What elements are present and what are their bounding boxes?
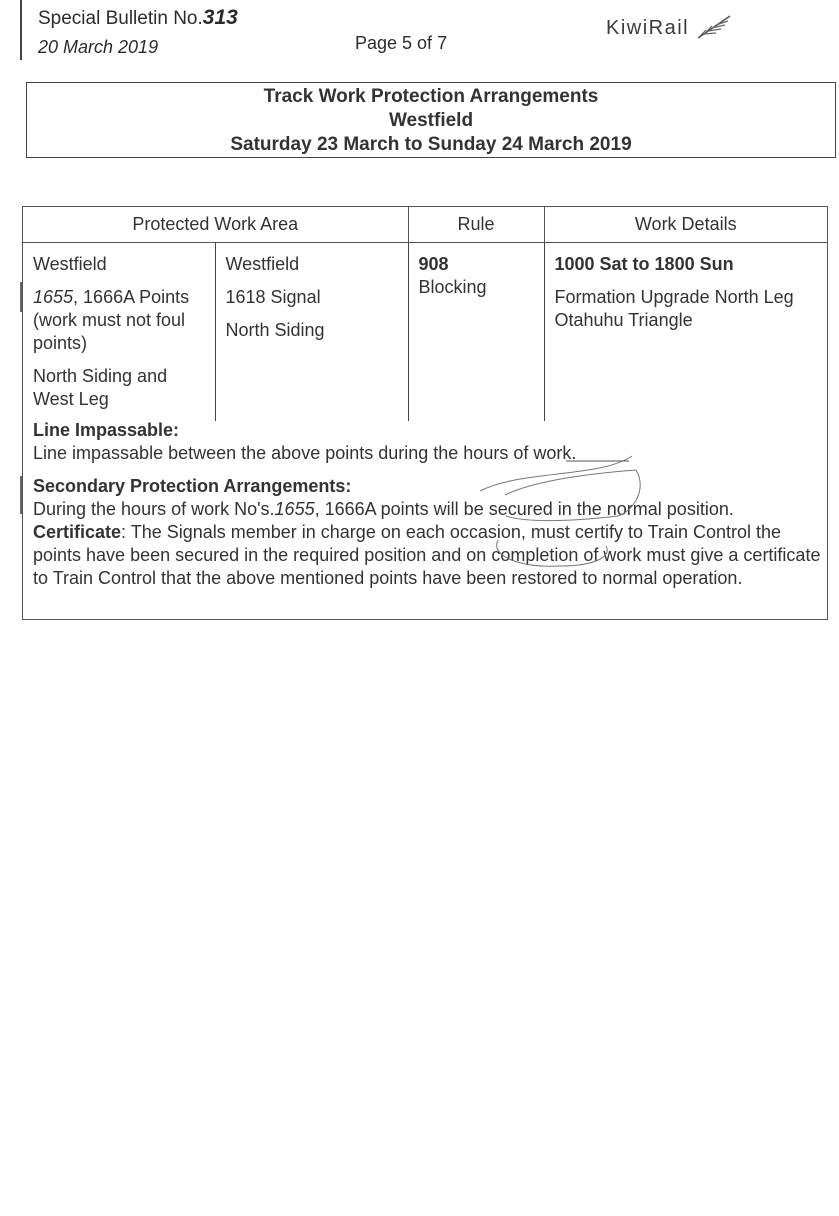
page-number: Page 5 of 7 (355, 33, 448, 53)
header-rule: Rule (408, 207, 544, 243)
title-line-3: Saturday 23 March to Sunday 24 March 2019 (230, 134, 632, 155)
secondary-text: During the hours of work No's.1655, 1666A points will be secured in the normal position. Certificate: The Signals member in charge on each occasion, must certify to Train Control the points have been secured in the required position and on completion of work must give a certificate to Train Control that the above mentioned points have been restored to normal operation. (33, 499, 821, 588)
bulletin-number: 313 (202, 6, 238, 29)
bulletin-date: 20 March 2019 (38, 37, 159, 57)
area-location: Westfield (33, 254, 107, 274)
title-line-2: Westfield (388, 110, 474, 131)
line-impassable-text: Line impassable between the above points during the hours of work. (33, 443, 577, 463)
header-protected-work-area: Protected Work Area (23, 207, 408, 243)
area-points: 1655, 1666A Points (work must not foul points) (33, 287, 190, 353)
rule-number: 908 (418, 254, 449, 274)
title-line-1: Track Work Protection Arrangements (263, 86, 599, 107)
secondary-heading: Secondary Protection Arrangements: (33, 476, 352, 496)
logo-text: KiwiRail (606, 17, 690, 39)
area2-signal: 1618 Signal (225, 287, 321, 307)
certificate-label: Certificate (33, 522, 122, 542)
rule-name: Blocking (418, 277, 487, 297)
line-impassable-heading: Line Impassable: (33, 420, 180, 440)
area2-siding: North Siding (225, 320, 325, 340)
header-work-details: Work Details (544, 207, 827, 243)
area2-location: Westfield (225, 254, 300, 274)
area-sidings: North Siding and West Leg (33, 366, 168, 409)
work-description: Formation Upgrade North Leg Otahuhu Triangle (554, 287, 794, 330)
certificate-text: : The Signals member in charge on each occasion, must certify to Train Control the points have been secured in the required position and on completion of work must give a certificate to Train Control that the above mentioned points have been restored to normal operation. (33, 522, 821, 588)
bulletin-title: Special Bulletin No.313 (38, 6, 238, 29)
work-time: 1000 Sat to 1800 Sun (554, 254, 734, 274)
